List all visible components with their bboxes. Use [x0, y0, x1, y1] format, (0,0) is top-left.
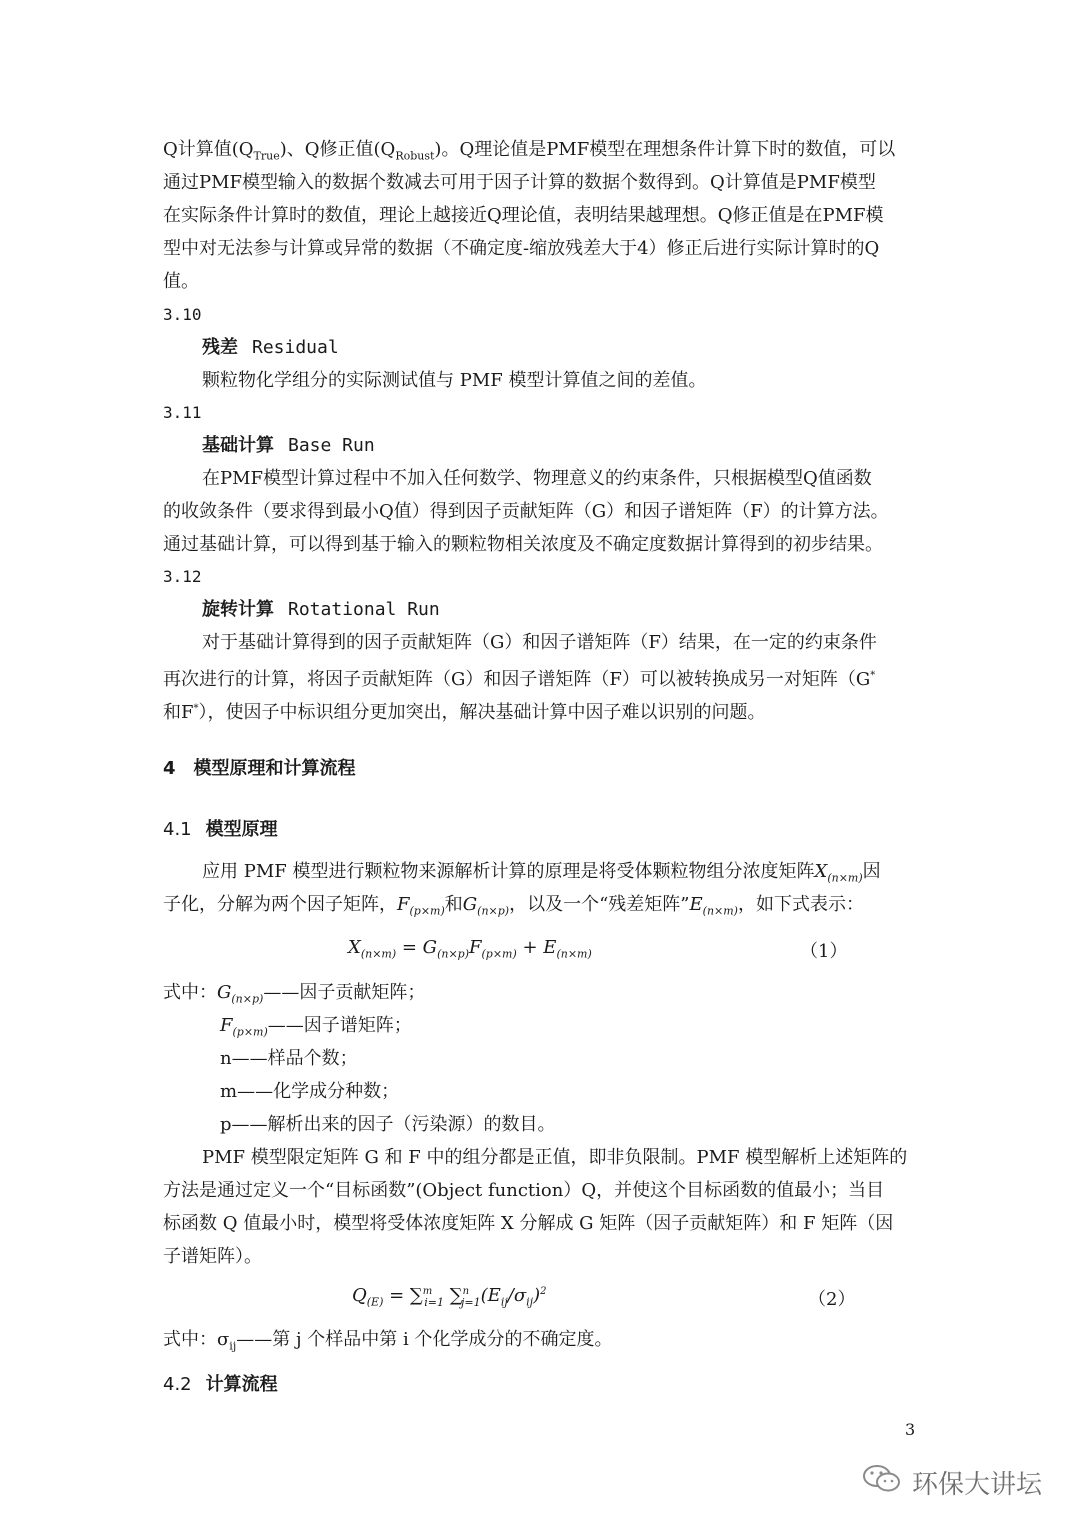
where-line: 式中：$\sigma_{ij}——$第 j 个样品中第 i 个化学成分的不确定度。	[163, 1329, 613, 1353]
watermark	[862, 1463, 1042, 1502]
term-definition: 的收敛条件（要求得到最小Q值）得到因子贡献矩阵（G）和因子谱矩阵（F）的计算方法。	[163, 501, 889, 522]
watermark-text: 环保大讲坛	[912, 1470, 1043, 1500]
paragraph-line: 子化，分解为两个因子矩阵，$F_{(p\times m)}$和$G_{(n\times p)}$，以及一个“残差矩阵$”E_{(n\times m)}$，如下式表示：	[163, 894, 864, 918]
subsection-heading: 4.1 模型原理	[163, 819, 278, 840]
paragraph-line: 值。	[163, 271, 199, 292]
where-line: m——化学成分种数；	[220, 1081, 400, 1102]
term-definition: 和F*），使因子中标识组分更加突出，解决基础计算中因子难以识别的问题。	[163, 702, 766, 723]
paragraph-line: 应用 PMF 模型进行颗粒物来源解析计算的原理是将受体颗粒物组分浓度矩阵$X_{(n\times m)}$因	[202, 861, 881, 885]
term-heading: 旋转计算 Rotational Run	[202, 599, 440, 620]
term-definition: 对于基础计算得到的因子贡献矩阵（G）和因子谱矩阵（F）结果，在一定的约束条件	[202, 632, 877, 653]
section-number: 3.12	[163, 567, 202, 586]
equation-number: （2）	[808, 1289, 856, 1310]
term-definition: 颗粒物化学组分的实际测试值与 PMF 模型计算值之间的差值。	[202, 370, 707, 391]
term-heading: 基础计算 Base Run	[202, 435, 375, 456]
wechat-icon	[862, 1463, 902, 1502]
where-line: $F_{(p\times m)}——$因子谱矩阵；	[220, 1015, 412, 1039]
paragraph-line: 在实际条件计算时的数值，理论上越接近Q理论值，表明结果越理想。Q修正值是在PMF模	[163, 205, 884, 226]
where-line: n——样品个数；	[220, 1048, 358, 1069]
term-definition: 通过基础计算，可以得到基于输入的颗粒物相关浓度及不确定度数据计算得到的初步结果。	[163, 534, 883, 555]
term-definition: 再次进行的计算，将因子贡献矩阵（G）和因子谱矩阵（F）可以被转换成另一对矩阵（G*	[163, 669, 876, 690]
where-line: p——解析出来的因子（污染源）的数目。	[220, 1114, 556, 1135]
equation-1: $X_{(n\times m)} = G_{(n\times p)}F_{(p\times m)} + E_{(n\times m)}$	[348, 937, 592, 961]
term-heading: 残差 Residual	[202, 337, 339, 358]
paragraph-line: 通过PMF模型输入的数据个数减去可用于因子计算的数据个数得到。Q计算值是PMF模型	[163, 172, 876, 193]
paragraph-line: 型中对无法参与计算或异常的数据（不确定度-缩放残差大于4）修正后进行实际计算时的Q	[163, 238, 880, 259]
paragraph-line: PMF 模型限定矩阵 G 和 F 中的组分都是正值，即非负限制。PMF 模型解析上述矩阵的	[202, 1147, 908, 1168]
equation-number: （1）	[800, 941, 848, 962]
page-number: 3	[905, 1420, 916, 1439]
section-heading: 4 模型原理和计算流程	[163, 758, 356, 779]
equation-2: $Q_{(E)} = \sum^m_{i=1}$ $\sum^n_{j=1}(E_{ij}/\sigma_{ij})^2$	[352, 1285, 547, 1309]
section-number: 3.11	[163, 403, 202, 422]
subsection-heading: 4.2 计算流程	[163, 1374, 278, 1395]
paragraph-line: Q计算值$(Q_{True})$、Q修正值$(Q_{Robust})$。Q理论值是PMF模型在理想条件计算下时的数值，可以	[163, 139, 896, 163]
where-line: 式中：$G_{(n\times p)}——$因子贡献矩阵；	[163, 982, 426, 1006]
term-definition: 在PMF模型计算过程中不加入任何数学、物理意义的约束条件，只根据模型Q值函数	[202, 468, 872, 489]
paragraph-line: 方法是通过定义一个“目标函数”(Object function）Q，并使这个目标函数的值最小；当目	[163, 1180, 885, 1201]
paragraph-line: 子谱矩阵）。	[163, 1246, 262, 1267]
section-number: 3.10	[163, 305, 202, 324]
paragraph-line: 标函数 Q 值最小时，模型将受体浓度矩阵 X 分解成 G 矩阵（因子贡献矩阵）和 F 矩阵（因	[163, 1213, 894, 1234]
